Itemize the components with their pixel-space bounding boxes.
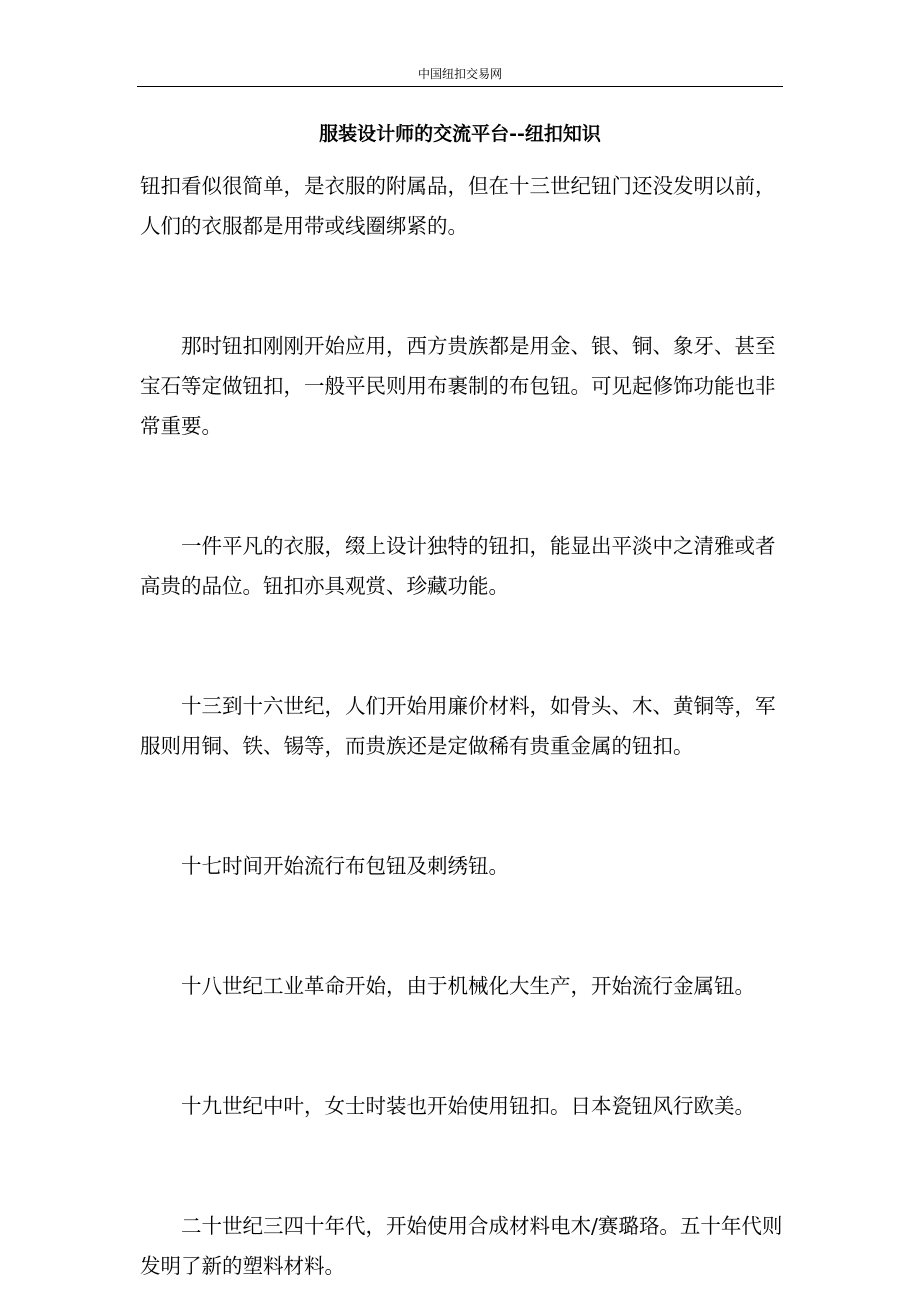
- document-title: 服装设计师的交流平台--纽扣知识: [319, 123, 601, 145]
- paragraph-7: 十九世纪中叶，女士时装也开始使用钮扣。日本瓷钮风行欧美。: [181, 1094, 755, 1118]
- paragraph-3: 一件平凡的衣服，缀上设计独特的钮扣，能显出平淡中之清雅或者高贵的品位。钮扣亦具观赏、珍藏功能。: [140, 534, 776, 598]
- header-site-name: 中国纽扣交易网: [417, 67, 502, 81]
- page-header: [137, 62, 783, 87]
- paragraph-1: 钮扣看似很简单，是衣服的附属品，但在十三世纪钮门还没发明以前，人们的衣服都是用带或线圈绑紧的。: [140, 174, 776, 238]
- paragraph-8: 二十世纪三四十年代，开始使用合成材料电木/赛璐珞。五十年代则发明了新的塑料材料。: [140, 1214, 783, 1278]
- paragraph-5: 十七时间开始流行布包钮及刺绣钮。: [181, 854, 509, 878]
- paragraph-2: 那时钮扣刚刚开始应用，西方贵族都是用金、银、铜、象牙、甚至宝石等定做钮扣，一般平民则用布裹制的布包钮。可见起修饰功能也非常重要。: [140, 334, 776, 438]
- paragraph-4: 十三到十六世纪，人们开始用廉价材料，如骨头、木、黄铜等，军服则用铜、铁、锡等，而贵族还是定做稀有贵重金属的钮扣。: [140, 694, 776, 758]
- document-body: [140, 166, 785, 1286]
- paragraph-6: 十八世纪工业革命开始，由于机械化大生产，开始流行金属钮。: [181, 974, 755, 998]
